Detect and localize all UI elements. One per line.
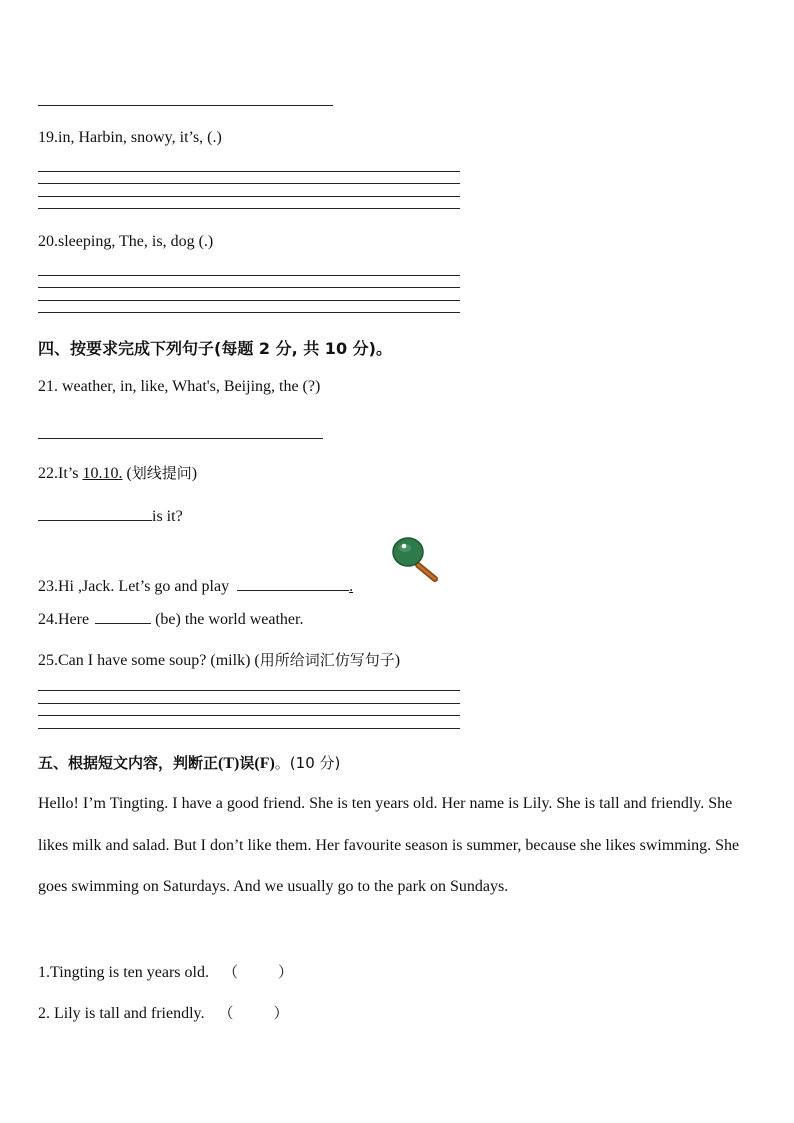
paren-open: （ [222,963,238,981]
judge-item [38,1002,289,1023]
q21-number: 21. [38,378,58,395]
q22-underlined-answer: 10.10. [82,465,123,482]
q23-text: Hi ,Jack. Let’s go and play [58,578,230,595]
q23-answer-blank[interactable] [237,574,349,591]
q22-prompt [38,462,197,483]
q25-text: Can I have some soup? (milk) ( [58,652,260,669]
section4-heading: 四、按要求完成下列句子(每题 2 分, 共 10 分)。 [38,339,392,358]
paren-close: ） [277,963,293,981]
q25-instruction: 用所给词汇仿写句子 [259,651,395,669]
q22-open: ( [122,465,132,482]
q20-prompt [38,233,213,251]
q19-text: in, Harbin, snowy, it’s, (.) [58,129,222,146]
q23-prompt [38,574,353,596]
q25-close: ) [394,652,401,669]
q19-prompt [38,129,222,147]
q22-answer-tail: is it? [152,508,183,525]
q23-tail: . [349,578,354,595]
q22-answer-blank[interactable] [38,504,152,521]
judge-item-text: 2. Lily is tall and friendly. [38,1005,205,1022]
q24-number: 24. [38,611,58,628]
q21-text: weather, in, like, What's, Beijing, the (?) [58,378,321,395]
judge-answer-paren[interactable] [218,1004,288,1022]
q22-instruction: 划线提问 [131,464,192,482]
q21-answer-line[interactable] [38,438,323,439]
q22-answer-row [38,504,183,526]
q25-number: 25. [38,652,58,669]
q22-prefix: It’s [58,465,83,482]
q20-text: sleeping, The, is, dog (.) [58,233,214,250]
section5-heading-f: (F) [254,755,275,772]
q25-prompt [38,649,400,670]
q22-number: 22. [38,465,58,482]
section5-heading-t: (T) [218,755,240,772]
paren-open: （ [218,1004,234,1022]
q23-number: 23. [38,578,58,595]
judge-item-text: 1.Tingting is ten years old. [38,964,209,981]
q18-answer-line[interactable] [38,105,333,106]
paren-close: ） [273,1004,289,1022]
reading-passage: Hello! I’m Tingting. I have a good friend. She is ten years old. Her name is Lily. She is tall and friendly. She likes milk and salad. But I don’t like them. Her favourite season is summer, because she likes swimming. She goes swimming on Saturdays. And we usually go to the park on Sundays. [38,795,740,895]
q22-close: ) [191,465,198,482]
q24-answer-blank[interactable] [95,607,151,624]
q19-number: 19. [38,129,58,146]
judge-item [38,961,293,982]
q21-prompt [38,378,320,396]
ping-pong-paddle-icon [390,535,442,587]
judge-answer-paren[interactable] [223,963,293,981]
q24-prompt [38,607,303,629]
section5-heading-c: 。(10 分) [274,754,341,772]
q24-suffix: (be) the world weather. [155,611,304,628]
q24-prefix: Here [58,611,90,628]
section5-heading-a: 五、根据短文内容，判断正 [38,754,219,772]
section5-heading-b: 误 [239,754,255,772]
q20-number: 20. [38,233,58,250]
section5-heading [38,752,340,773]
